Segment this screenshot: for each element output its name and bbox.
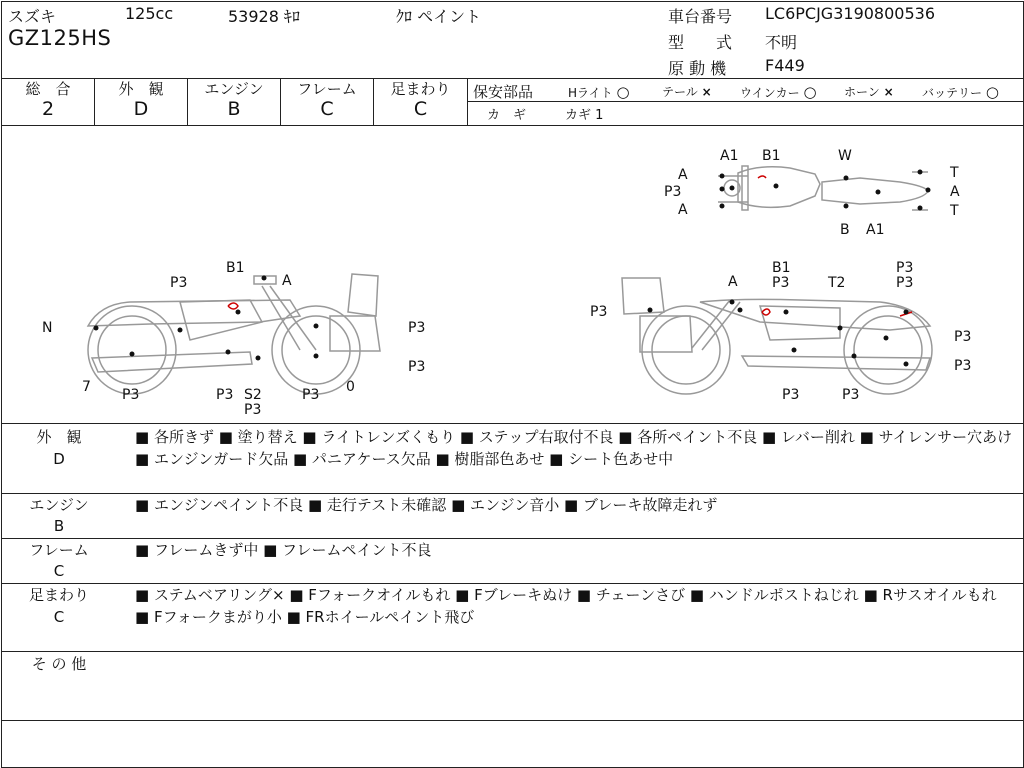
grade-label: 足まわり xyxy=(390,80,451,98)
type-label: 型 式 xyxy=(668,33,733,52)
safety-item-name: バッテリー xyxy=(922,86,983,100)
label-left-p3: P3 xyxy=(216,387,234,403)
top-view-bike xyxy=(718,166,928,210)
label-right-p3: P3 xyxy=(782,387,800,403)
section-grade: C xyxy=(53,562,65,580)
section-text: ■ エンジンペイント不良 ■ 走行テスト未確認 ■ エンジン音小 ■ ブレーキ故障走れず xyxy=(135,496,718,514)
safety-item xyxy=(568,83,630,101)
safety-item-status: ○ xyxy=(616,83,630,101)
label-left-a: A xyxy=(282,273,292,289)
safety-item-status: × xyxy=(701,85,712,99)
grade-total xyxy=(2,79,94,119)
safety-item-name: ウインカー xyxy=(740,86,800,100)
section-text: ■ ステムベアリング× ■ Fフォークオイルもれ ■ Fブレーキぬけ ■ チェーンさび ■ ハンドルポストねじれ ■ Rサスオイルもれ ■ Fフォークまがり小 ■ FRホイールペイント飛び xyxy=(135,586,997,626)
grade-label: エンジン xyxy=(204,80,264,98)
label-right-b1: P3 xyxy=(772,275,790,291)
label-left-p3: P3 xyxy=(408,320,426,336)
label-top-w: W xyxy=(838,148,852,164)
key-value: カギ 1 xyxy=(565,108,604,123)
label-left-p3: P3 xyxy=(244,402,262,418)
divider xyxy=(1,423,1023,424)
label-right-p3: P3 xyxy=(896,275,914,291)
section-text: ■ フレームきず中 ■ フレームペイント不良 xyxy=(135,541,432,559)
label-right-a: A xyxy=(728,274,738,290)
safety-item xyxy=(844,83,894,100)
label-right-t2: P3 xyxy=(896,260,914,276)
label-top-a1: A1 xyxy=(866,222,885,238)
divider xyxy=(467,78,468,125)
grade-label: 総 合 xyxy=(25,80,71,98)
label-left-p3: P3 xyxy=(408,359,426,375)
safety-parts-title: 保安部品 xyxy=(473,83,534,101)
key-label: カ ギ xyxy=(487,108,527,123)
bike-diagram xyxy=(0,126,1024,424)
label-left-7: 7 xyxy=(82,379,91,395)
engine-value: F449 xyxy=(765,56,805,75)
section-label: そ の 他 xyxy=(31,655,87,673)
grade-value: B xyxy=(227,98,241,120)
safety-item xyxy=(922,83,999,101)
label-left-p3: P3 xyxy=(302,387,320,403)
label-left-p3: P3 xyxy=(122,387,140,403)
label-right-p3: P3 xyxy=(954,358,972,374)
label-top-p3: P3 xyxy=(664,184,682,200)
label-left-b1: B1 xyxy=(226,260,245,276)
label-top-a: A xyxy=(678,167,688,183)
maker: スズキ xyxy=(8,7,57,26)
engine-label: 原 動 機 xyxy=(668,59,727,78)
label-left-p3: P3 xyxy=(170,275,188,291)
grade-suspension xyxy=(374,79,467,119)
section-label: 足まわり xyxy=(28,586,89,604)
damage-mark xyxy=(228,303,238,309)
label-top-a: A xyxy=(950,184,960,200)
chassis-label: 車台番号 xyxy=(668,7,733,26)
color: ｸﾛ ペイント xyxy=(396,7,482,26)
label-right-p3: T2 xyxy=(828,275,846,291)
safety-item-status: ○ xyxy=(803,83,817,101)
label-right-p3: P3 xyxy=(954,329,972,345)
label-left-s2: S2 xyxy=(244,387,262,403)
label-top-b1: B1 xyxy=(762,148,781,164)
damage-mark xyxy=(762,309,770,315)
safety-item xyxy=(740,83,817,101)
grade-value: C xyxy=(413,98,428,120)
section-label: 外 観 xyxy=(36,428,82,446)
divider xyxy=(1,720,1023,721)
label-top-a1: A1 xyxy=(720,148,739,164)
label-top-b: B xyxy=(840,222,850,238)
model-name: GZ125HS xyxy=(8,26,112,50)
grade-value: C xyxy=(320,98,334,120)
label-top-t: T xyxy=(950,165,959,181)
section-label: フレーム xyxy=(29,541,89,559)
label-right-p3: B1 xyxy=(772,260,791,276)
grade-value: D xyxy=(133,98,149,120)
label-right-p3: P3 xyxy=(842,387,860,403)
safety-item-name: Hライト xyxy=(568,86,613,100)
left-side-bike xyxy=(88,274,380,394)
safety-item-status: ○ xyxy=(985,83,999,101)
safety-item-status: × xyxy=(883,85,894,99)
grade-label: フレーム xyxy=(297,80,357,98)
section-text: ■ 各所きず ■ 塗り替え ■ ライトレンズくもり ■ ステップ右取付不良 ■ 各所ペイント不良 ■ レバー削れ ■ サイレンサー穴あけ ■ エンジンガード欠品 ■ パニアケース欠品 ■ 樹脂部色あせ ■ シート色あせ中 xyxy=(135,428,1013,468)
section-grade: D xyxy=(53,450,65,468)
chassis-number: LC6PCJG3190800536 xyxy=(765,4,935,23)
grade-engine xyxy=(188,79,280,119)
divider xyxy=(468,101,1023,102)
grade-appearance xyxy=(95,79,187,119)
label-top-t: T xyxy=(950,203,959,219)
grade-label: 外 観 xyxy=(118,80,164,98)
label-right-p3: P3 xyxy=(590,304,608,320)
type-value: 不明 xyxy=(765,33,798,52)
displacement: 125cc xyxy=(125,4,174,23)
divider xyxy=(1,651,1023,652)
label-left-0: 0 xyxy=(346,379,355,395)
safety-item xyxy=(662,83,712,100)
label-left-n: N xyxy=(42,320,53,336)
section-grade: C xyxy=(53,608,65,626)
grade-value: 2 xyxy=(41,98,55,120)
section-label: エンジン xyxy=(29,496,89,514)
marker-dots xyxy=(94,170,931,367)
label-top-a: A xyxy=(678,202,688,218)
damage-mark xyxy=(758,176,766,178)
safety-item-name: ホーン xyxy=(844,85,880,99)
mileage: 53928 ｷﾛ xyxy=(228,7,300,26)
safety-item-name: テール xyxy=(662,85,698,99)
grade-frame xyxy=(281,79,373,119)
section-grade: B xyxy=(53,517,65,535)
